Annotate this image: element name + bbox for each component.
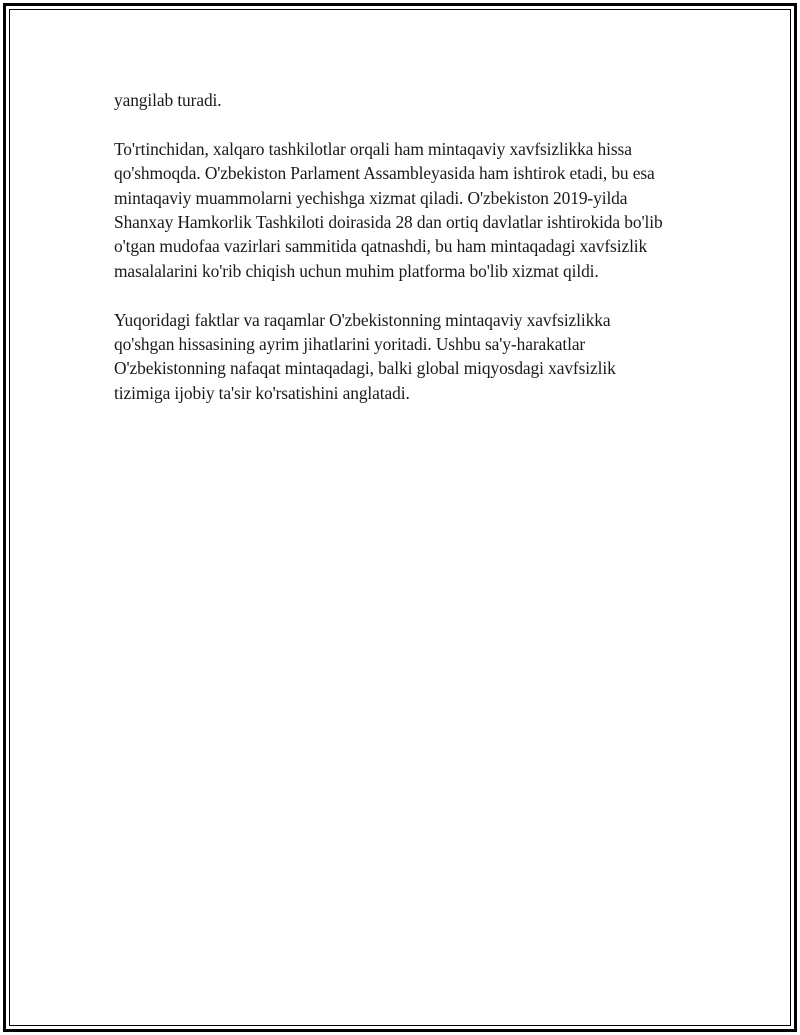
paragraph-conclusion: Yuqoridagi faktlar va raqamlar O'zbekistonning mintaqaviy xavfsizlikka qo'shgan hissasining ayrim jihatlarini yoritadi. Ushbu sa'y-harakatlar O'zbekistonning nafaqat mintaqadagi, balki global miqyosdagi xavfsizlik tizimiga ijobiy ta'sir ko'rsatishini anglatadi. [114,309,616,403]
document-body [114,88,674,430]
paragraph-international-organizations: To'rtinchidan, xalqaro tashkilotlar orqali ham mintaqaviy xavfsizlikka hissa qo'shmoqda. O'zbekiston Parlament Assambleyasida ham ishtirok etadi, bu esa mintaqaviy muammolarni yechishga xizmat qiladi. O'zbekiston 2019-yilda Shanxay Hamkorlik Tashkiloti doirasida 28 dan ortiq davlatlar ishtirokida bo'lib o'tgan mudofaa vazirlari sammitida qatnashdi, bu ham mintaqadagi xavfsizlik masalalarini ko'rib chiqish uchun muhim platforma bo'lib xizmat qildi. [114,138,663,281]
paragraph-continuation: yangilab turadi. [114,90,222,110]
